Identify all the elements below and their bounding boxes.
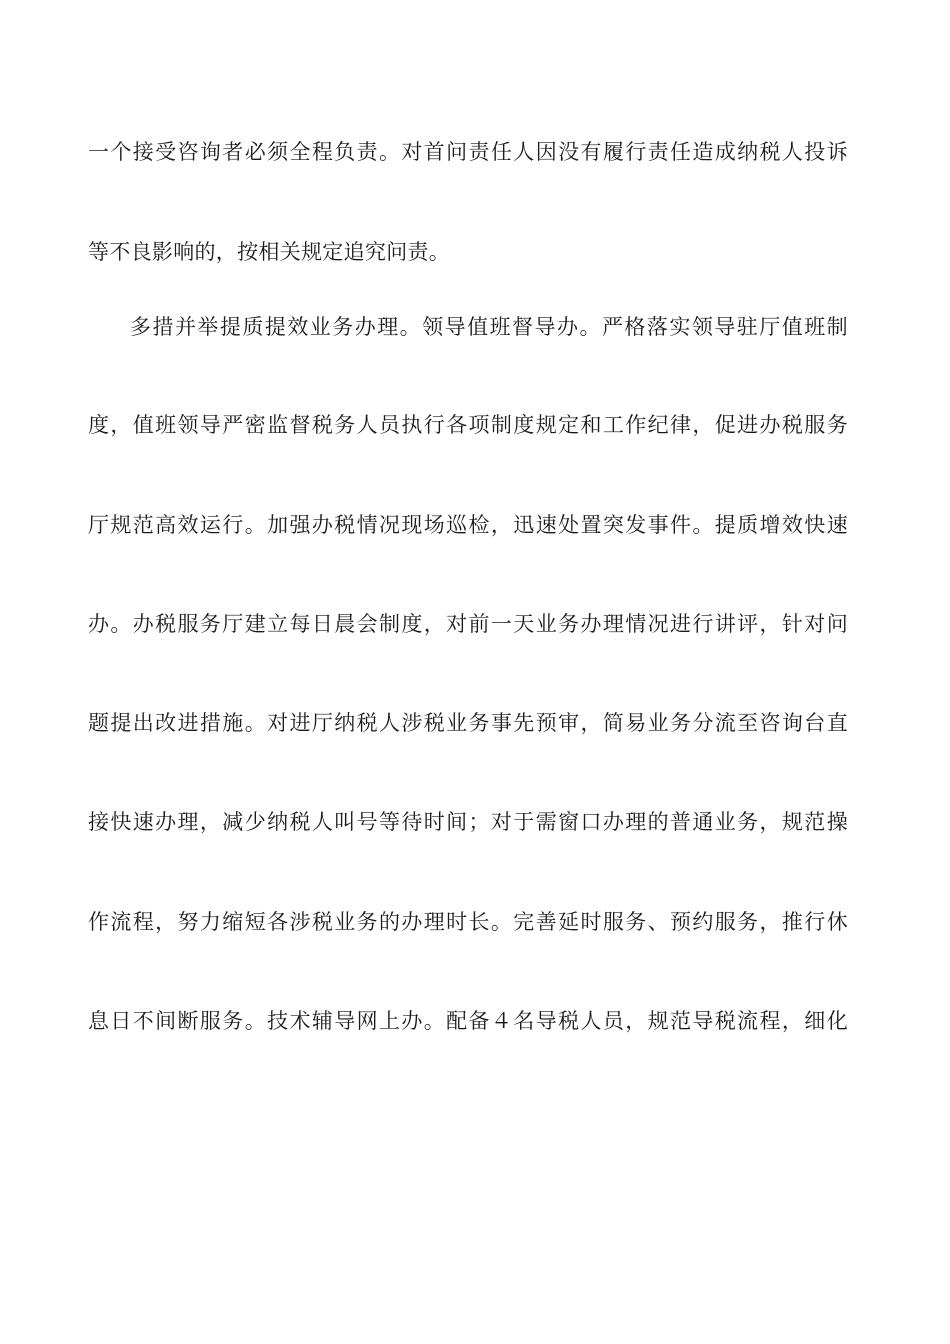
paragraph-line-6: 办。办税服务厅建立每日晨会制度，对前一天业务办理情况进行讲评，针对问 [88,612,848,636]
paragraph-line-3: 多措并举提质提效业务办理。领导值班督导办。严格落实领导驻厅值班制 [130,315,848,339]
paragraph-line-8: 接快速办理，减少纳税人叫号等待时间；对于需窗口办理的普通业务，规范操 [88,810,848,834]
paragraph-line-2: 等不良影响的，按相关规定追究问责。 [88,240,451,264]
paragraph-line-9: 作流程，努力缩短各涉税业务的办理时长。完善延时服务、预约服务，推行休 [88,910,848,934]
paragraph-line-1: 一个接受咨询者必须全程负责。对首问责任人因没有履行责任造成纳税人投诉 [88,140,848,164]
paragraph-line-4: 度，值班领导严密监督税务人员执行各项制度规定和工作纪律，促进办税服务 [88,413,848,437]
paragraph-line-10: 息日不间断服务。技术辅导网上办。配备４名导税人员，规范导税流程，细化 [88,1009,848,1033]
paragraph-line-5: 厅规范高效运行。加强办税情况现场巡检，迅速处置突发事件。提质增效快速 [88,513,848,537]
paragraph-line-7: 题提出改进措施。对进厅纳税人涉税业务事先预审，简易业务分流至咨询台直 [88,711,848,735]
